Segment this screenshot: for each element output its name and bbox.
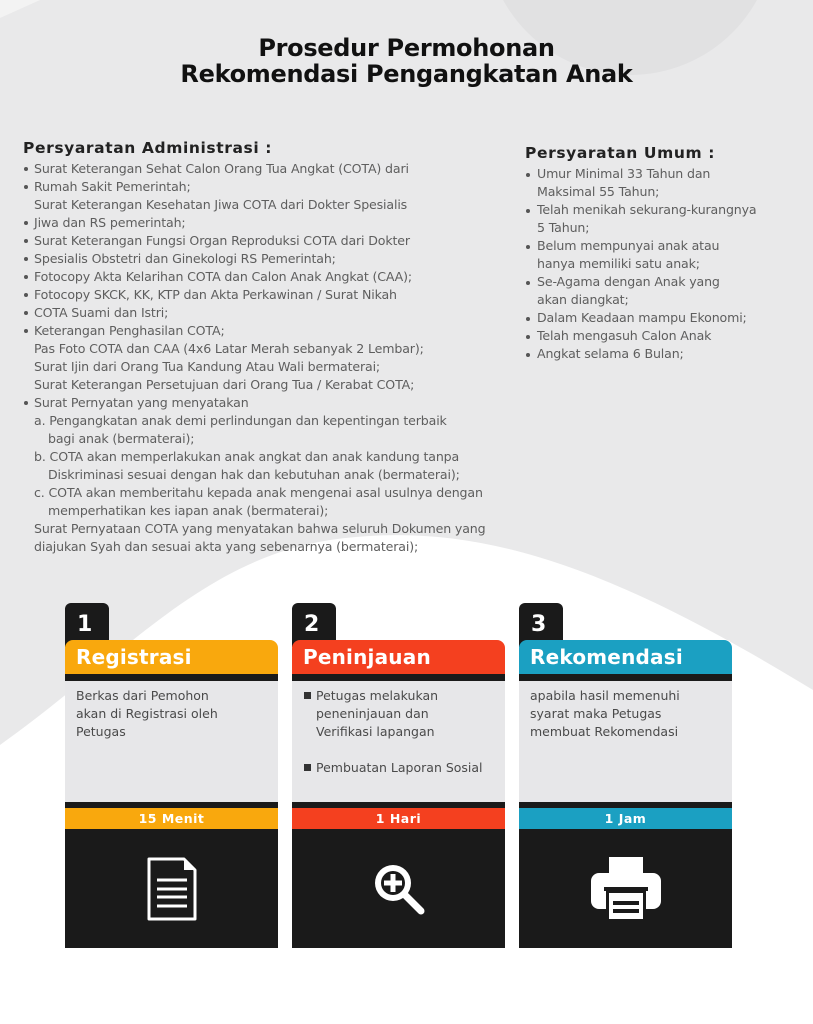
page-title (0, 35, 813, 87)
general-list-item-text: akan diangkat; (537, 292, 629, 307)
administrative-requirements (23, 138, 533, 556)
step-icon-panel (519, 829, 732, 948)
admin-list-item (23, 340, 533, 358)
printer-icon (589, 855, 663, 923)
general-list-item-text: Telah menikah sekurang-kurangnya (537, 202, 757, 217)
step-description (292, 681, 505, 802)
sub-item-continuation: bagi anak (bermaterai); (48, 431, 195, 446)
divider (292, 674, 505, 681)
step-card-peninjauan (292, 603, 505, 948)
admin-list-item (23, 358, 533, 376)
admin-list-item-text: Rumah Sakit Pemerintah; (34, 179, 191, 194)
general-list-item (525, 165, 805, 183)
general-list-item-text: Belum mempunyai anak atau (537, 238, 720, 253)
title-line-1: Prosedur Permohonan (258, 34, 555, 62)
general-list-item-text: Umur Minimal 33 Tahun dan (537, 166, 711, 181)
bullet-icon (24, 275, 28, 279)
admin-list-item-text: Jiwa dan RS pemerintah; (34, 215, 186, 230)
admin-list-item-text: Surat Pernyatan yang menyatakan (34, 395, 249, 410)
step-bullet (303, 759, 494, 777)
bullet-icon (526, 353, 530, 357)
general-list-item-text: Se-Agama dengan Anak yang (537, 274, 720, 289)
admin-list-item-text: Surat Keterangan Persetujuan dari Orang Tua / Kerabat COTA; (34, 377, 415, 392)
admin-list-item-text: COTA Suami dan Istri; (34, 305, 169, 320)
step-title: Rekomendasi (519, 640, 732, 674)
general-list-item (525, 273, 805, 291)
step-number: 3 (519, 603, 563, 647)
admin-list-item-text: Surat Keterangan Sehat Calon Orang Tua Angkat (COTA) dari (34, 161, 409, 176)
general-list-item-continuation (525, 291, 805, 309)
admin-list-item-text: Spesialis Obstetri dan Ginekologi RS Pemerintah; (34, 251, 336, 266)
general-requirements (525, 143, 805, 363)
step-duration: 15 Menit (65, 808, 278, 829)
step-card-rekomendasi (519, 603, 732, 948)
admin-list-item-text: Fotocopy SKCK, KK, KTP dan Akta Perkawinan / Surat Nikah (34, 287, 397, 302)
admin-list-item (23, 250, 533, 268)
admin-list-item (23, 304, 533, 322)
sub-item-continuation: Diskriminasi sesuai dengan hak dan kebutuhan anak (bermaterai); (48, 467, 460, 482)
general-list-item-text: hanya memiliki satu anak; (537, 256, 700, 271)
admin-list-item (23, 214, 533, 232)
bullet-icon (526, 335, 530, 339)
bullet-icon (526, 281, 530, 285)
general-list-item-text: Dalam Keadaan mampu Ekonomi; (537, 310, 747, 325)
step-bullet (303, 687, 488, 741)
administrative-list (23, 160, 533, 412)
title-line-2: Rekomendasi Pengangkatan Anak (180, 60, 633, 88)
general-list-item-text: Maksimal 55 Tahun; (537, 184, 660, 199)
bullet-icon (24, 329, 28, 333)
bullet-icon (24, 293, 28, 297)
general-list-item (525, 327, 805, 345)
document-icon (146, 856, 198, 922)
step-description (519, 681, 732, 802)
admin-list-item (23, 160, 533, 178)
step-number: 1 (65, 603, 109, 647)
step-title: Peninjauan (292, 640, 505, 674)
bullet-icon (24, 185, 28, 189)
square-bullet-icon (304, 692, 311, 699)
general-heading: Persyaratan Umum : (525, 144, 716, 162)
step-number: 2 (292, 603, 336, 647)
closing-line: diajukan Syah dan sesuai akta yang sebenarnya (bermaterai); (34, 539, 419, 554)
sub-item: a. Pengangkatan anak demi perlindungan dan kepentingan terbaik (34, 413, 447, 428)
step-title: Registrasi (65, 640, 278, 674)
general-list-item (525, 201, 805, 219)
admin-list-item (23, 178, 533, 196)
closing-line: Surat Pernyataan COTA yang menyatakan bahwa seluruh Dokumen yang (34, 521, 486, 536)
admin-list-item (23, 196, 533, 214)
admin-list-item-text: Fotocopy Akta Kelarihan COTA dan Calon Anak Angkat (CAA); (34, 269, 413, 284)
step-duration: 1 Hari (292, 808, 505, 829)
admin-list-item-text: Surat Ijin dari Orang Tua Kandung Atau Wali bermaterai; (34, 359, 381, 374)
general-list-item-continuation (525, 255, 805, 273)
admin-list-item-text: Surat Keterangan Fungsi Organ Reproduksi COTA dari Dokter (34, 233, 410, 248)
general-list-item-continuation (525, 183, 805, 201)
admin-list-item-text: Pas Foto COTA dan CAA (4x6 Latar Merah sebanyak 2 Lembar); (34, 341, 424, 356)
bullet-icon (24, 239, 28, 243)
general-list-item-continuation (525, 219, 805, 237)
closing-statement (23, 520, 533, 556)
bullet-icon (526, 173, 530, 177)
step-duration: 1 Jam (519, 808, 732, 829)
bullet-icon (24, 311, 28, 315)
step-bullet-text: Pembuatan Laporan Sosial (316, 760, 483, 775)
step-description (65, 681, 278, 802)
statement-sub-list (23, 412, 533, 520)
bullet-icon (526, 317, 530, 321)
general-list-item-text: 5 Tahun; (537, 220, 590, 235)
general-list-item (525, 237, 805, 255)
divider (519, 674, 732, 681)
bullet-icon (24, 221, 28, 225)
bullet-icon (24, 167, 28, 171)
bullet-icon (24, 401, 28, 405)
general-list-item (525, 345, 805, 363)
admin-list-item (23, 232, 533, 250)
bullet-icon (24, 257, 28, 261)
step-icon-panel (65, 829, 278, 948)
admin-list-item (23, 286, 533, 304)
admin-list-item (23, 376, 533, 394)
admin-list-item-text: Keterangan Penghasilan COTA; (34, 323, 225, 338)
sub-item: c. COTA akan memberitahu kepada anak mengenai asal usulnya dengan (34, 485, 483, 500)
general-list-item-text: Telah mengasuh Calon Anak (537, 328, 712, 343)
general-list-item-text: Angkat selama 6 Bulan; (537, 346, 684, 361)
sub-item-continuation: memperhatikan kes iapan anak (bermaterai); (48, 503, 329, 518)
step-card-registrasi (65, 603, 278, 948)
admin-list-item (23, 322, 533, 340)
sub-item: b. COTA akan memperlakukan anak angkat dan anak kandung tanpa (34, 449, 460, 464)
bullet-icon (526, 209, 530, 213)
administrative-heading: Persyaratan Administrasi : (23, 139, 273, 157)
square-bullet-icon (304, 764, 311, 771)
admin-list-item-text: Surat Keterangan Kesehatan Jiwa COTA dari Dokter Spesialis (34, 197, 408, 212)
bullet-icon (526, 245, 530, 249)
step-description-text: apabila hasil memenuhi syarat maka Petugas membuat Rekomendasi (530, 688, 680, 739)
general-list (525, 165, 805, 363)
step-bullet-text: Petugas melakukan peneninjauan dan Verifikasi lapangan (316, 688, 439, 739)
general-list-item (525, 309, 805, 327)
step-description-text: Berkas dari Pemohon akan di Registrasi oleh Petugas (76, 688, 218, 739)
admin-list-item (23, 268, 533, 286)
zoom-in-icon (371, 861, 427, 917)
admin-list-item (23, 394, 533, 412)
step-icon-panel (292, 829, 505, 948)
divider (65, 674, 278, 681)
